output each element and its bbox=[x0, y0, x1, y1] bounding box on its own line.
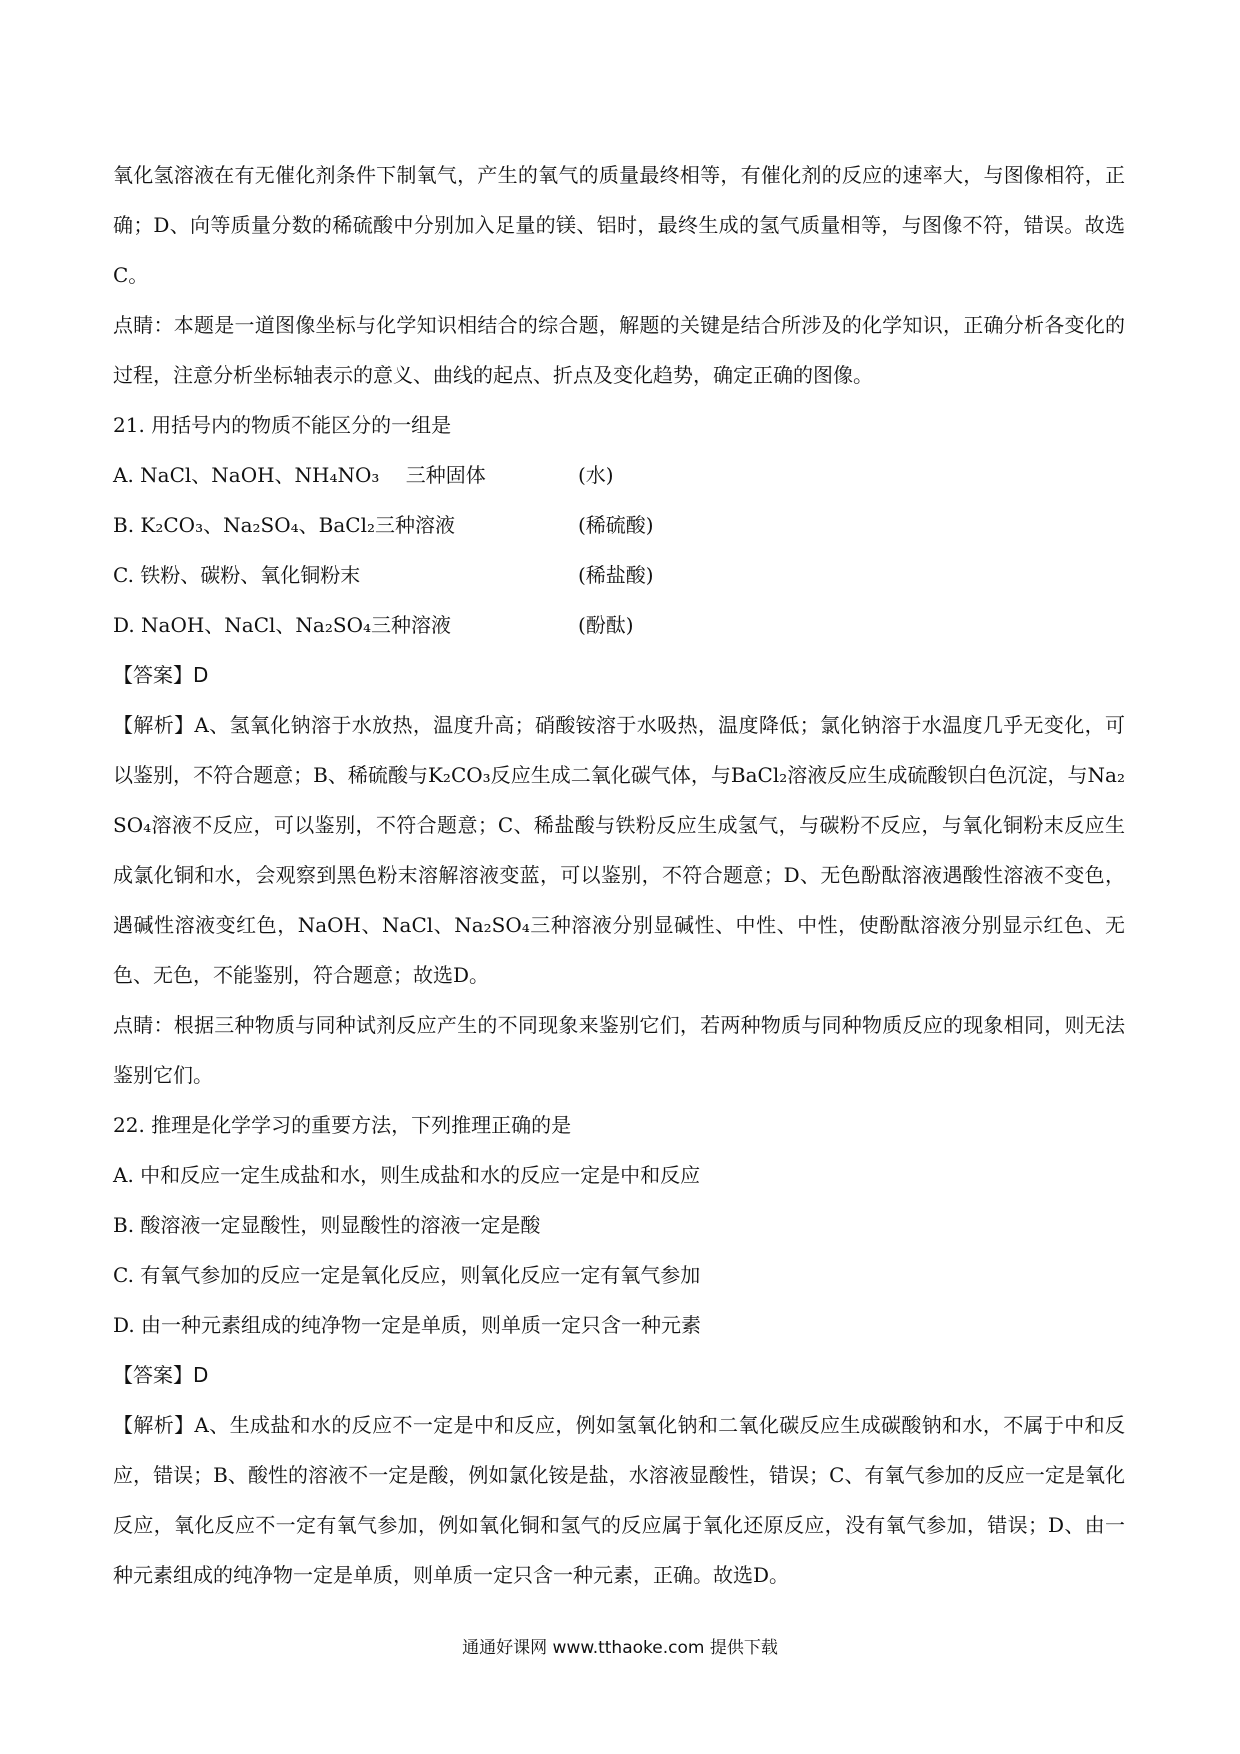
q21-answer: 【答案】D bbox=[113, 663, 209, 687]
question-21-stem: 21. 用括号内的物质不能区分的一组是 bbox=[113, 413, 452, 437]
q22-analysis: 【解析】A、生成盐和水的反应不一定是中和反应，例如氢氧化钠和二氧化碳反应生成碳酸钠和水，不属于中和反应，错误；B、酸性的溶液不一定是酸，例如氯化铵是盐，水溶液显酸性，错误；C、有氧气参加的反应一定是氧化反应，氧化反应不一定有氧气参加，例如氧化铜和氢气的反应属于氧化还原反应，没有氧气参加，错误；D、由一种元素组成的纯净物一定是单质，则单质一定只含一种元素，正确。故选D。 bbox=[113, 1413, 1125, 1587]
question-22-stem: 22. 推理是化学学习的重要方法，下列推理正确的是 bbox=[113, 1113, 572, 1137]
q22-option-b: B. 酸溶液一定显酸性，则显酸性的溶液一定是酸 bbox=[113, 1213, 541, 1237]
q21-option-c-reagent: (稀盐酸) bbox=[578, 563, 654, 587]
q21-option-d-reagent: (酚酞) bbox=[578, 613, 634, 637]
q22-answer: 【答案】D bbox=[113, 1363, 209, 1387]
q21-option-a-text: A. NaCl、NaOH、NH₄NO₃ 三种固体 bbox=[113, 463, 486, 487]
q21-option-c-text: C. 铁粉、碳粉、氧化铜粉末 bbox=[113, 563, 361, 587]
q22-option-a: A. 中和反应一定生成盐和水，则生成盐和水的反应一定是中和反应 bbox=[113, 1163, 701, 1187]
q21-option-d-text: D. NaOH、NaCl、Na₂SO₄三种溶液 bbox=[113, 613, 451, 637]
q21-option-a-reagent: (水) bbox=[578, 463, 614, 487]
paragraph-continuation: 氧化氢溶液在有无催化剂条件下制氧气，产生的氧气的质量最终相等，有催化剂的反应的速率大，与图像相符，正确；D、向等质量分数的稀硫酸中分别加入足量的镁、铝时，最终生成的氢气质量相等，与图像不符，错误。故选C。 bbox=[113, 163, 1125, 287]
tip-paragraph: 点睛：本题是一道图像坐标与化学知识相结合的综合题，解题的关键是结合所涉及的化学知识，正确分析各变化的过程，注意分析坐标轴表示的意义、曲线的起点、折点及变化趋势，确定正确的图像。 bbox=[113, 313, 1125, 387]
q21-option-b bbox=[113, 500, 1125, 550]
page-footer: 通通好课网 www.tthaoke.com 提供下载 bbox=[462, 1638, 778, 1658]
q21-option-b-text: B. K₂CO₃、Na₂SO₄、BaCl₂三种溶液 bbox=[113, 513, 455, 537]
q22-option-c: C. 有氧气参加的反应一定是氧化反应，则氧化反应一定有氧气参加 bbox=[113, 1263, 701, 1287]
q21-option-a bbox=[113, 450, 1125, 500]
q22-option-d: D. 由一种元素组成的纯净物一定是单质，则单质一定只含一种元素 bbox=[113, 1313, 702, 1337]
q21-option-d bbox=[113, 600, 1125, 650]
page-content bbox=[113, 150, 1125, 1600]
q21-option-b-reagent: (稀硫酸) bbox=[578, 513, 654, 537]
q21-option-c bbox=[113, 550, 1125, 600]
q21-tip: 点睛：根据三种物质与同种试剂反应产生的不同现象来鉴别它们，若两种物质与同种物质反应的现象相同，则无法鉴别它们。 bbox=[113, 1013, 1125, 1087]
q21-analysis: 【解析】A、氢氧化钠溶于水放热，温度升高；硝酸铵溶于水吸热，温度降低；氯化钠溶于水温度几乎无变化，可以鉴别，不符合题意；B、稀硫酸与K₂CO₃反应生成二氧化碳气体，与BaCl₂溶液反应生成硫酸钡白色沉淀，与Na₂SO₄溶液不反应，可以鉴别，不符合题意；C、稀盐酸与铁粉反应生成氢气，与碳粉不反应，与氧化铜粉末反应生成氯化铜和水，会观察到黑色粉末溶解溶液变蓝，可以鉴别，不符合题意；D、无色酚酞溶液遇酸性溶液不变色，遇碱性溶液变红色，NaOH、NaCl、Na₂SO₄三种溶液分别显碱性、中性、中性，使酚酞溶液分别显示红色、无色、无色，不能鉴别，符合题意；故选D。 bbox=[113, 713, 1125, 987]
